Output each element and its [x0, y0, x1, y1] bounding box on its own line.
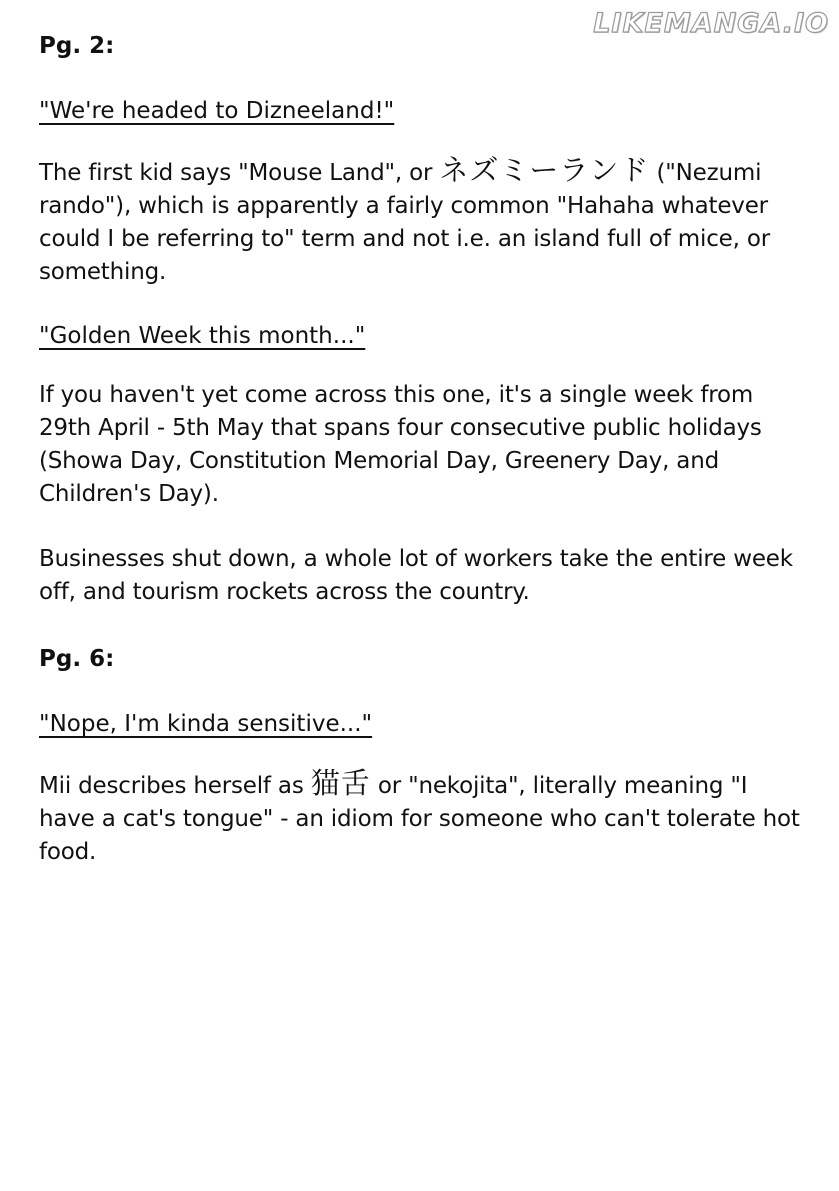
note-paragraph [39, 767, 809, 869]
note-quote: "We're headed to Dizneeland!" [39, 98, 395, 124]
note-paragraph: If you haven't yet come across this one, it's a single week from 29th April - 5th May that spans four consecutive public holidays (Showa Day, Constitution Memorial Day, Greenery Day, and Children's Day). [39, 382, 762, 507]
japanese-term: ネズミーランド [439, 153, 650, 187]
japanese-term: 猫舌 [310, 766, 371, 800]
note-text: or "nekojita", literally meaning "I have a cat's tongue" - an idiom for someone who can't tolerate hot food. [39, 773, 800, 865]
page-heading: Pg. 2: [39, 33, 115, 59]
section-pg-6 [39, 643, 809, 869]
section-pg-2 [39, 30, 809, 609]
note-quote: "Golden Week this month..." [39, 323, 366, 349]
note-text: ("Nezumi rando"), which is apparently a fairly common "Hahaha whatever could I be referring to" term and not i.e. an island full of mice, or something. [39, 160, 770, 285]
note-text: Mii describes herself as [39, 773, 311, 799]
note-text: The first kid says "Mouse Land", or [39, 160, 440, 186]
watermark: LIKEMANGA.IO [593, 8, 829, 39]
page-heading: Pg. 6: [39, 646, 115, 672]
note-paragraph: Businesses shut down, a whole lot of workers take the entire week off, and tourism rockets across the country. [39, 546, 793, 605]
note-paragraph [39, 154, 809, 289]
translation-notes [39, 30, 809, 869]
note-quote: "Nope, I'm kinda sensitive..." [39, 711, 373, 737]
